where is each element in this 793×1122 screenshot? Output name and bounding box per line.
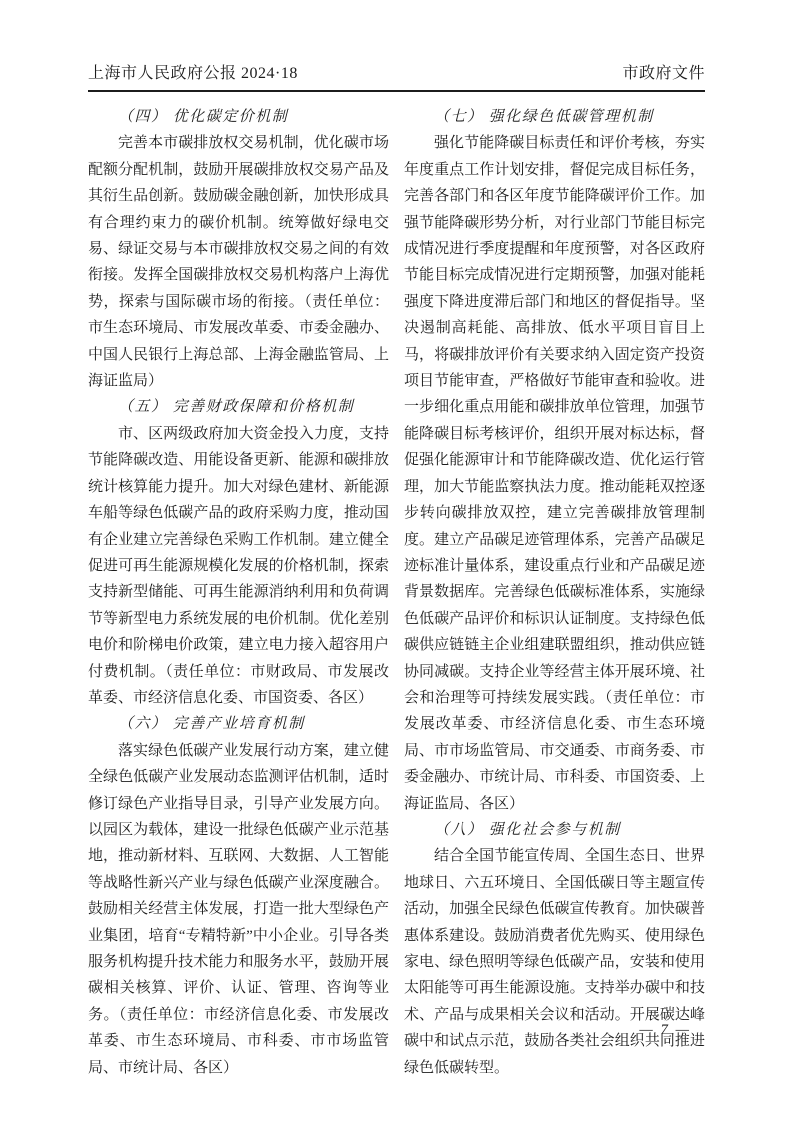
document-category-label: 市政府文件 (622, 65, 705, 82)
left-column (88, 104, 389, 1081)
paragraph: 结合全国节能宣传周、全国生态日、世界地球日、六五环境日、全国低碳日等主题宣传活动，加强全民绿色低碳宣传教育。加快碳普惠体系建设。鼓励消费者优先购买、使用绿色家电、绿色照明等绿色低碳产品，安装和使用太阳能等可再生能源设施。支持举办碳中和技术、产品与成果相关会议和活动。开展碳达峰碳中和试点示范，鼓励各类社会组织共同推进绿色低碳转型。 (404, 848, 705, 1076)
page-number: — 7 — (639, 1022, 691, 1038)
gazette-title: 上海市人民政府公报 2024·18 (88, 65, 298, 82)
header-divider-rule (88, 90, 705, 92)
right-column (404, 104, 705, 1081)
section-heading: （五） 完善财政保障和价格机制 (118, 399, 355, 416)
paragraph: 落实绿色低碳产业发展行动方案，建立健全绿色低碳产业发展动态监测评估机制，适时修订绿色产业指导目录，引导产业发展方向。以园区为载体，建设一批绿色低碳产业示范基地，推动新材料、互联网、大数据、人工智能等战略性新兴产业与绿色低碳产业深度融合。鼓励相关经营主体发展，打造一批大型绿色产业集团，培育“专精特新”中小企业。引导各类服务机构提升技术能力和服务水平，鼓励开展碳相关核算、评价、认证、管理、咨询等业务。（责任单位：市经济信息化委、市发展改革委、市生态环境局、市科委、市市场监管局、市统计局、各区） (88, 742, 389, 1076)
section-heading: （六） 完善产业培育机制 (118, 716, 305, 733)
section-heading: （八） 强化社会参与机制 (434, 821, 621, 838)
paragraph: 完善本市碳排放权交易机制，优化碳市场配额分配机制，鼓励开展碳排放权交易产品及其衍生品创新。鼓励碳金融创新，加快形成具有合理约束力的碳价机制。统筹做好绿电交易、绿证交易与本市碳排放权交易之间的有效衔接。发挥全国碳排放权交易机构落户上海优势，探索与国际碳市场的衔接。（责任单位：市生态环境局、市发展改革委、市委金融办、中国人民银行上海总部、上海金融监管局、上海证监局） (88, 135, 389, 390)
section-heading: （七） 强化绿色低碳管理机制 (434, 109, 654, 125)
page-header (88, 60, 705, 83)
paragraph: 市、区两级政府加大资金投入力度，支持节能降碳改造、用能设备更新、能源和碳排放统计核算能力提升。加大对绿色建材、新能源车船等绿色低碳产品的政府采购力度，推动国有企业建立完善绿色采购工作机制。建立健全促进可再生能源规模化发展的价格机制，探索支持新型储能、可再生能源消纳利用和负荷调节等新型电力系统发展的电价机制。优化差别电价和阶梯电价政策，建立电力接入超容用户付费机制。（责任单位：市财政局、市发展改革委、市经济信息化委、市国资委、各区） (88, 425, 389, 706)
document-body (88, 104, 705, 1081)
section-heading: （四） 优化碳定价机制 (118, 109, 289, 125)
paragraph: 强化节能降碳目标责任和评价考核，夯实年度重点工作计划安排，督促完成目标任务，完善各部门和各区年度节能降碳评价工作。加强节能降碳形势分析，对行业部门节能目标完成情况进行季度提醒和年度预警，对各区政府节能目标完成情况进行定期预警，加强对能耗强度下降进度滞后部门和地区的督促指导。坚决遏制高耗能、高排放、低水平项目盲目上马，将碳排放评价有关要求纳入固定资产投资项目节能审查，严格做好节能审查和验收。进一步细化重点用能和碳排放单位管理，加强节能降碳目标考核评价，组织开展对标达标，督促强化能源审计和节能降碳改造、优化运行管理，加大节能监察执法力度。推动能耗双控逐步转向碳排放双控，建立完善碳排放管理制度。建立产品碳足迹管理体系，完善产品碳足迹标准计量体系，建设重点行业和产品碳足迹背景数据库。完善绿色低碳标准体系，实施绿色低碳产品评价和标识认证制度。支持绿色低碳供应链链主企业组建联盟组织，推动供应链协同减碳。支持企业等经营主体开展环境、社会和治理等可持续发展实践。（责任单位：市发展改革委、市经济信息化委、市生态环境局、市市场监管局、市交通委、市商务委、市委金融办、市统计局、市科委、市国资委、上海证监局、各区） (404, 135, 705, 812)
